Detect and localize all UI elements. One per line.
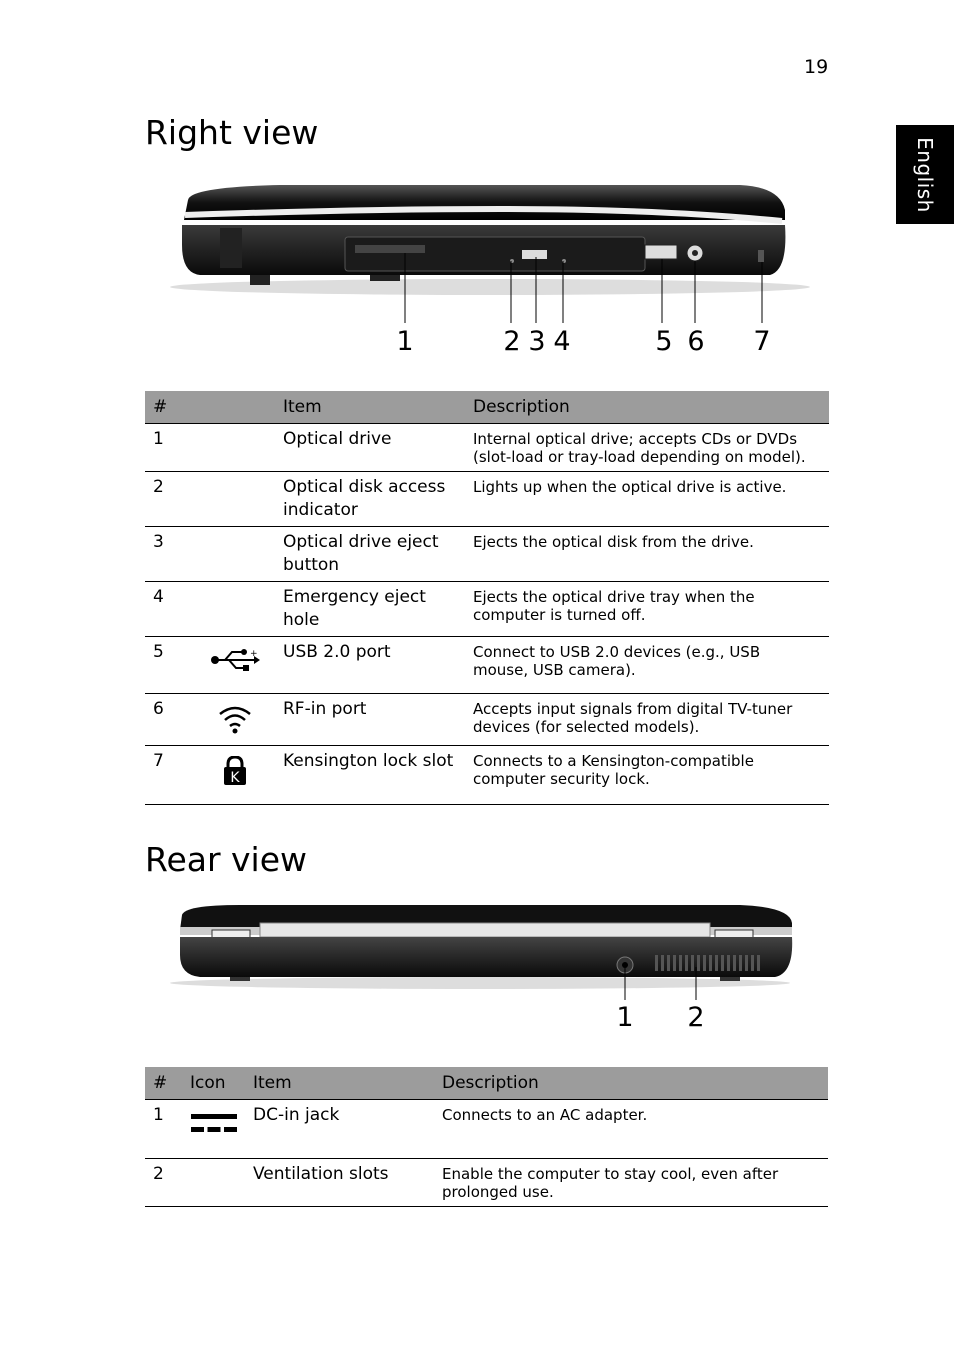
laptop-right-side-image — [160, 175, 830, 365]
row-description: Accepts input signals from digital TV-tuner devices (for selected models). — [465, 694, 829, 746]
row-description: Connects to a Kensington-compatible computer security lock. — [465, 746, 829, 805]
callout-1: 1 — [396, 326, 414, 357]
row-number: 4 — [145, 582, 195, 637]
right-view-illustration — [160, 175, 830, 365]
row-description: Connect to USB 2.0 devices (e.g., USB mouse, USB camera). — [465, 637, 829, 694]
rear-view-illustration — [160, 895, 810, 1040]
row-item: Emergency eject hole — [275, 582, 465, 637]
rear-view-table — [145, 1067, 828, 1207]
table-row — [145, 637, 829, 694]
row-number: 2 — [145, 1159, 182, 1207]
language-tab-label: English — [913, 136, 937, 213]
row-item: Optical drive eject button — [275, 527, 465, 582]
col-header-description: Description — [434, 1067, 828, 1100]
callout-5: 5 — [655, 326, 673, 357]
section-title-right-view: Right view — [145, 113, 319, 152]
callout-4: 4 — [553, 326, 571, 357]
table-row — [145, 1159, 828, 1207]
page-number: 19 — [804, 56, 829, 78]
row-number: 3 — [145, 527, 195, 582]
row-description: Ejects the optical disk from the drive. — [465, 527, 829, 582]
svg-text:K: K — [230, 770, 240, 786]
table-row — [145, 472, 829, 527]
callout-3: 3 — [528, 326, 546, 357]
callout-2: 2 — [503, 326, 521, 357]
callout-6: 6 — [687, 326, 705, 357]
kensington-lock-icon — [223, 756, 247, 786]
row-item: DC-in jack — [245, 1100, 434, 1159]
col-header-icon: Icon — [182, 1067, 245, 1100]
rf-in-icon — [217, 704, 253, 734]
table-row — [145, 694, 829, 746]
row-item: USB 2.0 port — [275, 637, 465, 694]
col-header-number: # — [145, 1067, 182, 1100]
col-header-icon — [195, 391, 275, 424]
table-row — [145, 527, 829, 582]
col-header-item: Item — [275, 391, 465, 424]
right-view-table — [145, 391, 829, 805]
row-number: 1 — [145, 424, 195, 472]
usb-icon-cell — [195, 637, 275, 694]
col-header-item: Item — [245, 1067, 434, 1100]
row-number: 1 — [145, 1100, 182, 1159]
laptop-rear-image — [160, 895, 810, 1040]
row-description: Internal optical drive; accepts CDs or DVDs (slot-load or tray-load depending on model). — [465, 424, 829, 472]
row-item: Ventilation slots — [245, 1159, 434, 1207]
usb-icon — [210, 647, 260, 673]
callout-1: 1 — [616, 1002, 634, 1033]
svg-text:+: + — [250, 649, 258, 659]
rf-in-icon-cell — [195, 694, 275, 746]
table-row — [145, 1100, 828, 1159]
row-description: Enable the computer to stay cool, even after prolonged use. — [434, 1159, 828, 1207]
row-number: 6 — [145, 694, 195, 746]
callout-2: 2 — [687, 1002, 705, 1033]
table-row — [145, 582, 829, 637]
kensington-lock-icon-cell — [195, 746, 275, 805]
row-description: Lights up when the optical drive is active. — [465, 472, 829, 527]
table-row — [145, 746, 829, 805]
row-item: Kensington lock slot — [275, 746, 465, 805]
row-item: RF-in port — [275, 694, 465, 746]
dc-in-icon-cell — [182, 1100, 245, 1159]
row-number: 2 — [145, 472, 195, 527]
row-item: Optical disk access indicator — [275, 472, 465, 527]
table-header-row — [145, 1067, 828, 1100]
col-header-number: # — [145, 391, 195, 424]
col-header-description: Description — [465, 391, 829, 424]
dc-in-icon — [189, 1110, 239, 1136]
section-title-rear-view: Rear view — [145, 840, 308, 879]
row-number: 5 — [145, 637, 195, 694]
row-item: Optical drive — [275, 424, 465, 472]
row-description: Connects to an AC adapter. — [434, 1100, 828, 1159]
row-description: Ejects the optical drive tray when the computer is turned off. — [465, 582, 829, 637]
table-header-row — [145, 391, 829, 424]
table-row — [145, 424, 829, 472]
row-number: 7 — [145, 746, 195, 805]
language-tab — [896, 125, 954, 224]
callout-7: 7 — [753, 326, 771, 357]
